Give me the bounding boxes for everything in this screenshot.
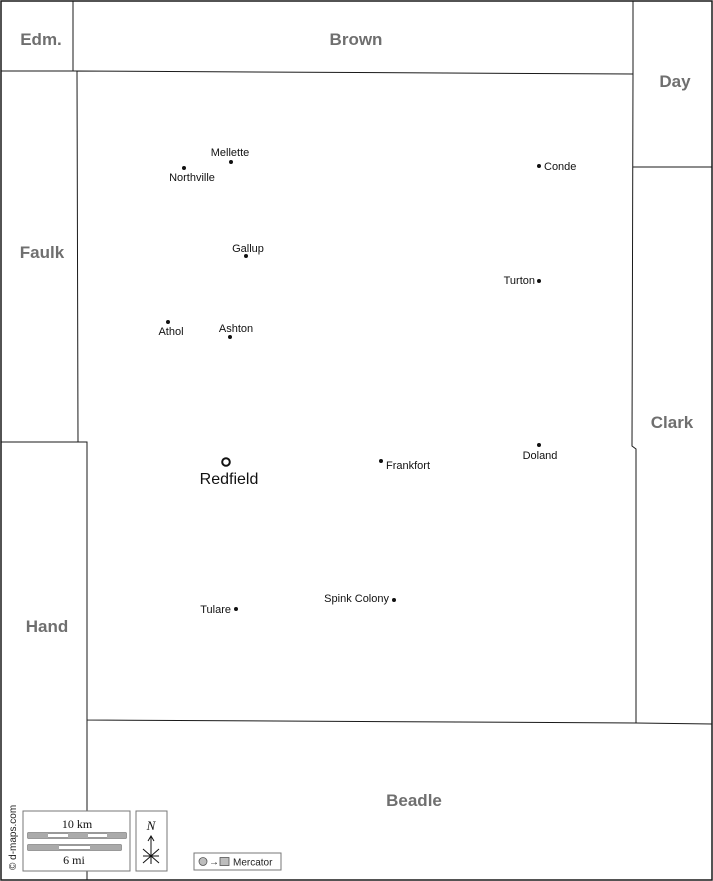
- credit-text: © d-maps.com: [8, 804, 19, 870]
- place-label-frankfort: Frankfort: [386, 460, 431, 472]
- projection-arrow-icon: →: [209, 857, 219, 868]
- place-label-redfield: Redfield: [199, 471, 259, 488]
- place-dot-ashton: [228, 335, 232, 339]
- projection-note: [194, 853, 281, 870]
- county-label-edmunds: Edm.: [20, 30, 62, 49]
- place-dot-turton: [537, 279, 541, 283]
- place-dot-spink-colony: [392, 598, 396, 602]
- map-frame: [1, 1, 712, 880]
- place-dot-mellette: [229, 160, 233, 164]
- place-dot-athol: [166, 320, 170, 324]
- place-label-doland: Doland: [522, 450, 558, 462]
- place-label-tulare: Tulare: [200, 604, 231, 616]
- place-dot-conde: [537, 164, 541, 168]
- scale-km-segment: [28, 833, 48, 838]
- county-label-faulk: Faulk: [19, 243, 65, 262]
- place-label-northville: Northville: [169, 172, 215, 184]
- scale-bar: [23, 811, 130, 871]
- county-label-hand: Hand: [25, 617, 69, 636]
- place-label-athol: Athol: [158, 326, 184, 338]
- flat-map-icon: [220, 858, 229, 866]
- county-label-beadle: Beadle: [386, 791, 442, 810]
- scale-mi-segment: [28, 845, 59, 850]
- county-seat-marker-redfield: [222, 458, 230, 466]
- scale-km-segment: [107, 833, 126, 838]
- place-dot-doland: [537, 443, 541, 447]
- globe-icon: [199, 858, 207, 866]
- place-label-gallup: Gallup: [232, 243, 264, 255]
- north-arrow: [136, 811, 167, 871]
- county-label-clark: Clark: [650, 413, 694, 432]
- scale-mi-segment: [90, 845, 121, 850]
- place-dot-northville: [182, 166, 186, 170]
- county-label-brown: Brown: [329, 30, 383, 49]
- place-label-turton: Turton: [503, 275, 535, 287]
- county-label-day: Day: [659, 72, 691, 91]
- place-label-spink-colony: Spink Colony: [324, 593, 389, 605]
- scale-mi-label: 6 mi: [63, 853, 85, 867]
- place-dot-tulare: [234, 607, 238, 611]
- projection-label: Mercator: [233, 857, 273, 869]
- place-label-ashton: Ashton: [218, 323, 254, 335]
- place-label-conde: Conde: [544, 161, 577, 173]
- place-label-mellette: Mellette: [210, 147, 250, 159]
- north-label: N: [146, 818, 156, 833]
- scale-km-segment: [68, 833, 88, 838]
- scale-km-label: 10 km: [61, 817, 93, 831]
- place-dot-frankfort: [379, 459, 383, 463]
